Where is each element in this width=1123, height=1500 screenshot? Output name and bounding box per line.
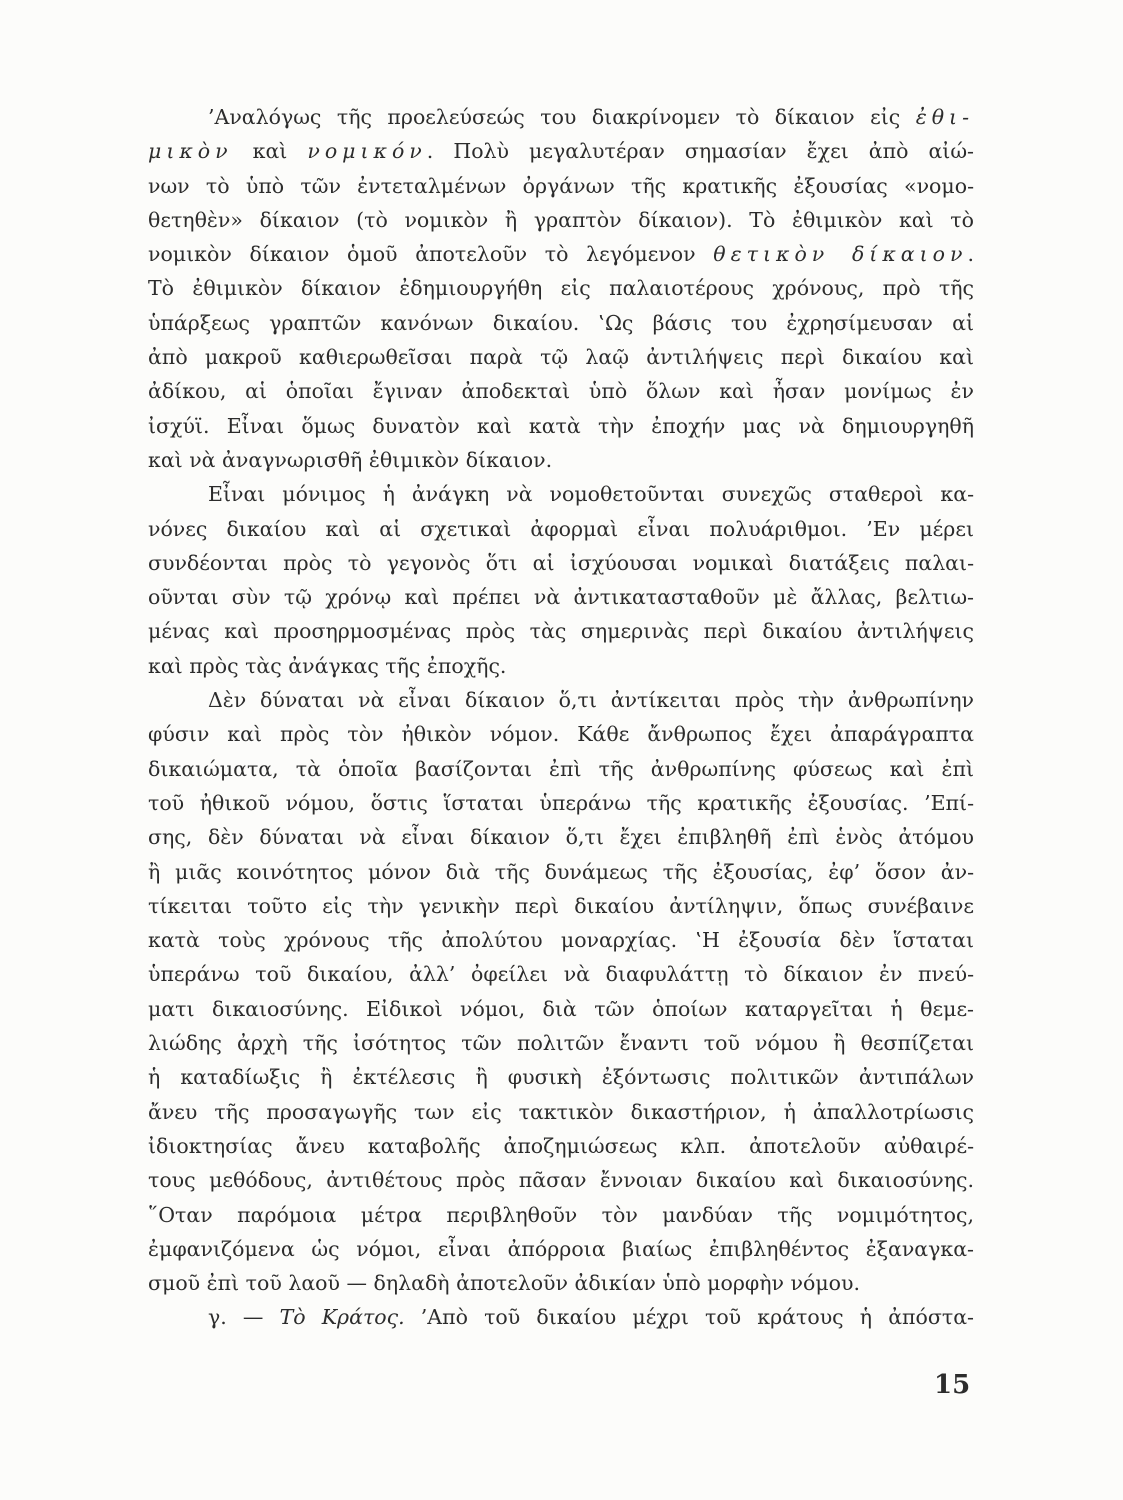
text-line [148, 752, 974, 786]
text-segment: ῞Οταν παρόμοια μέτρα περιβληθοῦν τὸν μανδύαν τῆς νομιμότητος, [148, 1202, 974, 1227]
text-segment: ἰδιοκτησίας ἄνευ καταβολῆς ἀποζημιώσεως κλπ. ἀποτελοῦν αὐθαιρέ- [148, 1133, 974, 1158]
text-segment: καὶ νὰ ἀναγνωρισθῆ ἐθιμικὸν δίκαιον. [148, 447, 553, 472]
paragraph [148, 1300, 974, 1334]
text-line [148, 134, 974, 168]
text-segment: Δὲν δύναται νὰ εἶναι δίκαιον ὅ,τι ἀντίκειται πρὸς τὴν ἀνθρωπίνην [208, 688, 974, 713]
text-segment: ὑπεράνω τοῦ δικαίου, ἀλλ’ ὀφείλει νὰ διαφυλάττῃ τὸ δίκαιον ἐν πνεύ- [148, 962, 974, 987]
text-segment: ’Αναλόγως τῆς προελεύσεώς του διακρίνομεν τὸ δίκαιον εἰς [208, 105, 916, 129]
text-segment: Εἶναι μόνιμος ἡ ἀνάγκη νὰ νομοθετοῦνται συνεχῶς σταθεροὶ κα- [208, 482, 974, 507]
text-segment: ἀπὸ μακροῦ καθιερωθεῖσαι παρὰ τῷ λαῷ ἀντιλήψεις περὶ δικαίου καὶ [148, 345, 974, 370]
text-line [148, 786, 974, 820]
text-segment: τοῦ ἠθικοῦ νόμου, ὅστις ἵσταται ὑπεράνω τῆς κρατικῆς ἐξουσίας. ’Επί- [148, 790, 974, 815]
text-segment: ἰσχύϊ. Εἶναι ὅμως δυνατὸν καὶ κατὰ τὴν ἐποχήν μας νὰ δημιουργηθῆ [148, 413, 974, 438]
text-segment: νομικὸν δίκαιον ὁμοῦ ἀποτελοῦν τὸ λεγόμενον [148, 242, 714, 267]
text-line [148, 100, 974, 134]
paragraph [148, 683, 974, 1300]
text-segment: φύσιν καὶ πρὸς τὸν ἠθικὸν νόμον. Κάθε ἄνθρωπος ἔχει ἀπαράγραπτα [148, 722, 974, 747]
text-segment: μένας καὶ προσηρμοσμένας πρὸς τὰς σημερινὰς περὶ δικαίου ἀντιλήψεις [148, 619, 974, 644]
text-segment: νων τὸ ὑπὸ τῶν ἐντεταλμένων ὀργάνων τῆς κρατικῆς ἐξουσίας «νομο- [148, 173, 974, 198]
text-line [148, 409, 974, 443]
text-line [148, 889, 974, 923]
text-segment: καὶ πρὸς τὰς ἀνάγκας τῆς ἐποχῆς. [148, 653, 507, 678]
text-line [148, 1198, 974, 1232]
text-segment: . Πολὺ μεγαλυτέραν σημασίαν ἔχει ἀπὸ αἰώ- [426, 139, 974, 164]
text-line [148, 1300, 974, 1334]
text-line [148, 443, 974, 477]
text-segment: τους μεθόδους, ἀντιθέτους πρὸς πᾶσαν ἔννοιαν δικαίου καὶ δικαιοσύνης. [148, 1168, 974, 1193]
text-segment: ἀδίκου, αἱ ὁποῖαι ἔγιναν ἀποδεκταὶ ὑπὸ ὅλων καὶ ἦσαν μονίμως ἐν [148, 379, 974, 404]
text-segment: ἢ μιᾶς κοινότητος μόνον διὰ τῆς δυνάμεως τῆς ἐξουσίας, ἐφ’ ὅσον ἀν- [148, 859, 974, 884]
text-line [148, 649, 974, 683]
paragraph [148, 477, 974, 683]
text-segment: θετηθὲν» δίκαιον (τὸ νομικὸν ἢ γραπτὸν δίκαιον). Τὸ ἐθιμικὸν καὶ τὸ [148, 207, 974, 232]
text-segment: ματι δικαιοσύνης. Εἰδικοὶ νόμοι, διὰ τῶν ὁποίων καταργεῖται ἡ θεμε- [148, 996, 974, 1021]
text-segment: ὑπάρξεως γραπτῶν κανόνων δικαίου. ‛Ως βάσις του ἐχρησίμευσαν αἱ [148, 310, 974, 335]
text-line [148, 1095, 974, 1129]
text-segment: ἐμφανιζόμενα ὡς νόμοι, εἶναι ἀπόρροια βιαίως ἐπιβληθέντος ἐξαναγκα- [148, 1236, 974, 1261]
page-number: 15 [934, 1370, 971, 1400]
text-line [148, 923, 974, 957]
text-segment: συνδέονται πρὸς τὸ γεγονὸς ὅτι αἱ ἰσχύουσαι νομικαὶ διατάξεις παλαι- [148, 550, 974, 575]
text-segment: δικαιώματα, τὰ ὁποῖα βασίζονται ἐπὶ τῆς ἀνθρωπίνης φύσεως καὶ ἐπὶ [148, 756, 974, 781]
text-segment: καὶ [232, 139, 308, 164]
text-line [148, 169, 974, 203]
text-line [148, 1163, 974, 1197]
text-segment: λιώδης ἀρχὴ τῆς ἰσότητος τῶν πολιτῶν ἔναντι τοῦ νόμου ἢ θεσπίζεται [148, 1031, 974, 1056]
emphasized-text: ἐθι- [915, 105, 974, 129]
emphasized-text: μικὸν [148, 139, 233, 164]
text-segment: νόνες δικαίου καὶ αἱ σχετικαὶ ἀφορμαὶ εἶναι πολυάριθμοι. ’Εν μέρει [148, 516, 974, 541]
text-segment: γ. — [208, 1305, 280, 1330]
text-segment: κατὰ τοὺς χρόνους τῆς ἀπολύτου μοναρχίας. ‛Η ἐξουσία δὲν ἵσταται [148, 928, 974, 953]
text-line [148, 477, 974, 511]
text-segment: Τὸ ἐθιμικὸν δίκαιον ἐδημιουργήθη εἰς παλαιοτέρους χρόνους, πρὸ τῆς [148, 276, 974, 301]
emphasized-text: Τὸ Κράτος. [279, 1305, 405, 1330]
text-segment: σης, δὲν δύναται νὰ εἶναι δίκαιον ὅ,τι ἔχει ἐπιβληθῆ ἐπὶ ἑνὸς ἀτόμου [148, 825, 974, 850]
text-line [148, 1060, 974, 1094]
emphasized-text: νομικόν [307, 139, 427, 164]
text-line [148, 237, 974, 271]
text-line [148, 203, 974, 237]
text-line [148, 820, 974, 854]
body-text [148, 100, 974, 1335]
emphasized-text: θετικὸν δίκαιον [713, 242, 968, 267]
text-line [148, 1232, 974, 1266]
text-line [148, 683, 974, 717]
text-line [148, 580, 974, 614]
text-segment: ’Απὸ τοῦ δικαίου μέχρι τοῦ κράτους ἡ ἀπόστα- [404, 1305, 974, 1330]
text-line [148, 512, 974, 546]
text-segment: τίκειται τοῦτο εἰς τὴν γενικὴν περὶ δικαίου ἀντίληψιν, ὅπως συνέβαινε [148, 893, 974, 918]
text-segment: οῦνται σὺν τῷ χρόνῳ καὶ πρέπει νὰ ἀντικατασταθοῦν μὲ ἄλλας, βελτιω- [148, 585, 974, 610]
text-line [148, 717, 974, 751]
text-line [148, 1266, 974, 1300]
text-segment: ἄνευ τῆς προσαγωγῆς των εἰς τακτικὸν δικαστήριον, ἡ ἀπαλλοτρίωσις [148, 1099, 974, 1124]
text-line [148, 614, 974, 648]
text-segment: . [967, 242, 974, 267]
text-line [148, 957, 974, 991]
text-line [148, 1026, 974, 1060]
text-segment: ἡ καταδίωξις ἢ ἐκτέλεσις ἢ φυσικὴ ἐξόντωσις πολιτικῶν ἀντιπάλων [148, 1065, 974, 1090]
text-line [148, 992, 974, 1026]
text-segment: σμοῦ ἐπὶ τοῦ λαοῦ — δηλαδὴ ἀποτελοῦν ἀδικίαν ὑπὸ μορφὴν νόμου. [148, 1271, 860, 1296]
text-line [148, 340, 974, 374]
text-line [148, 306, 974, 340]
text-line [148, 1129, 974, 1163]
text-line [148, 546, 974, 580]
text-line [148, 271, 974, 305]
text-line [148, 855, 974, 889]
paragraph [148, 100, 974, 477]
text-line [148, 374, 974, 408]
